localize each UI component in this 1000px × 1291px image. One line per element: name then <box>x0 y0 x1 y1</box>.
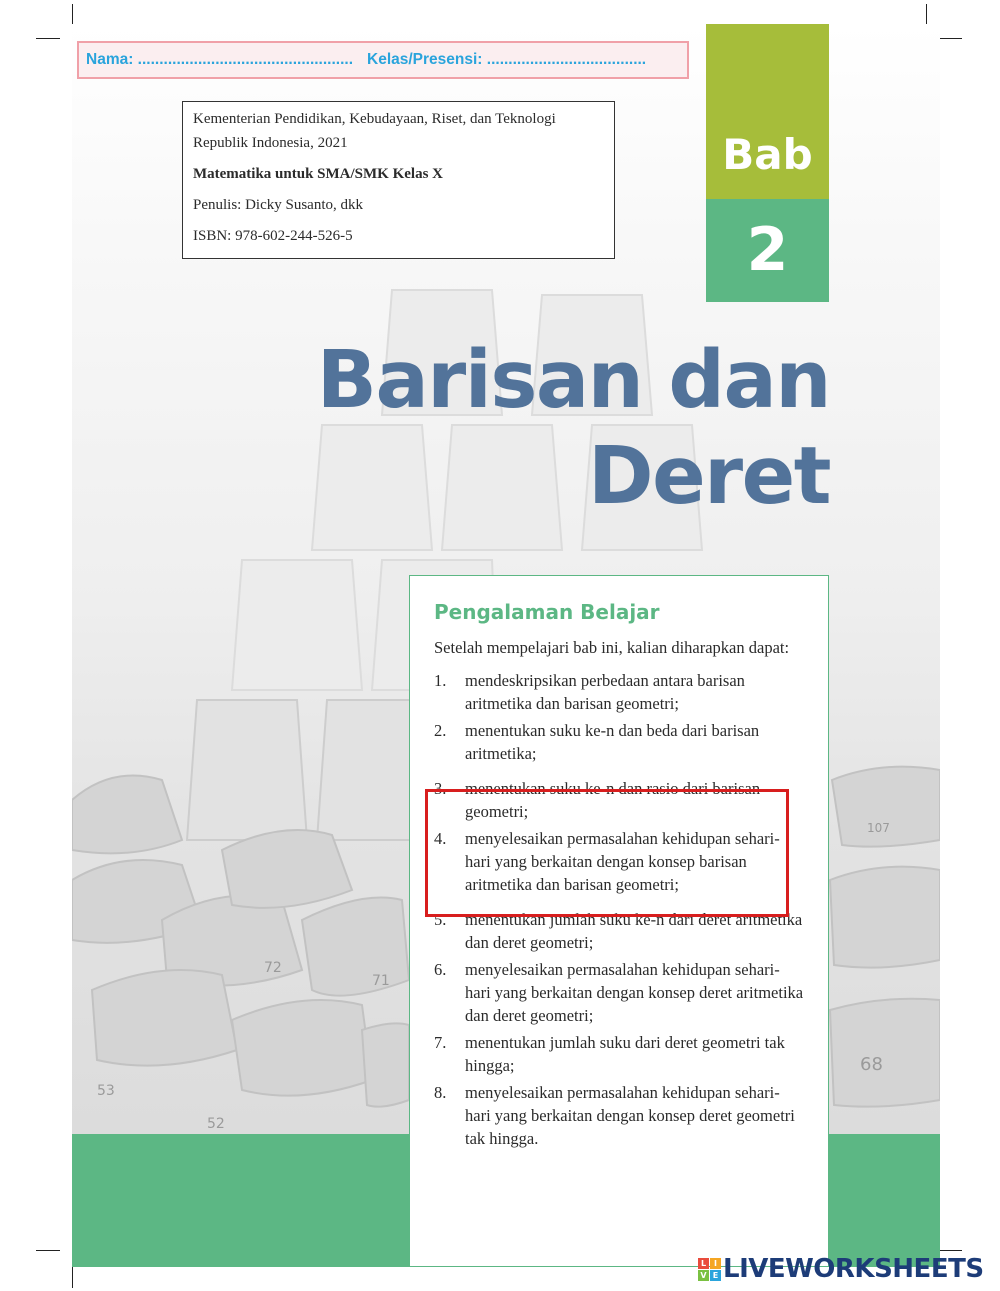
chapter-number: 2 <box>706 199 829 302</box>
seat-number-107: 107 <box>867 821 890 835</box>
highlight-box <box>425 789 789 917</box>
seat-number-68: 68 <box>860 1054 883 1075</box>
student-name-field[interactable] <box>77 41 689 79</box>
seat-number-71: 71 <box>372 973 390 989</box>
author: Penulis: Dicky Susanto, dkk <box>193 197 364 213</box>
list-item: 8. menyelesaikan permasalahan kehidupan sehari-hari yang berkaitan dengan konsep deret geometri tak hingga. <box>434 1083 795 1148</box>
list-item: 5. menentukan jumlah suku ke-n dari deret aritmetika dan deret geometri; <box>434 910 803 952</box>
list-item: 2. menentukan suku ke-n dan beda dari barisan aritmetika; <box>434 721 760 763</box>
publisher-line-2: Republik Indonesia, 2021 <box>193 135 348 151</box>
publication-info-box <box>182 101 615 259</box>
seat-number-53: 53 <box>97 1083 115 1099</box>
kelas-presensi-label: Kelas/Presensi: ..................................... <box>367 51 647 68</box>
crop-mark <box>940 1250 962 1251</box>
learning-intro: Setelah mempelajari bab ini, kalian diharapkan dapat: <box>434 638 790 657</box>
chapter-title <box>300 332 830 524</box>
list-item: 3. menentukan suku ke-n dan rasio dari barisan geometri; <box>434 779 761 821</box>
liveworksheets-mark-icon: L I V E <box>698 1258 721 1281</box>
liveworksheets-logo <box>698 1254 984 1284</box>
list-item: 6. menyelesaikan permasalahan kehidupan sehari-hari yang berkaitan dengan konsep deret aritmetika dan deret geometri; <box>434 960 804 1025</box>
crop-mark <box>36 1250 60 1251</box>
seat-number-72: 72 <box>264 960 282 976</box>
isbn: ISBN: 978-602-244-526-5 <box>193 228 353 244</box>
list-item: 7. menentukan jumlah suku dari deret geometri tak hingga; <box>434 1033 785 1075</box>
learning-heading: Pengalaman Belajar <box>434 600 660 624</box>
publisher-line-1: Kementerian Pendidikan, Kebudayaan, Riset, dan Teknologi <box>193 111 556 127</box>
crop-mark <box>72 4 73 26</box>
chapter-title-line-1: Barisan dan <box>316 334 830 426</box>
chapter-label: Bab <box>706 24 829 199</box>
crop-mark <box>72 1266 73 1288</box>
crop-mark <box>36 38 60 39</box>
liveworksheets-brand: LIVEWORKSHEETS <box>723 1254 984 1284</box>
book-title: Matematika untuk SMA/SMK Kelas X <box>193 166 444 182</box>
learning-objectives-box <box>409 575 829 1267</box>
seat-number-52: 52 <box>207 1116 225 1132</box>
chapter-title-line-2: Deret <box>588 430 830 522</box>
list-item: 4. menyelesaikan permasalahan kehidupan sehari-hari yang berkaitan dengan konsep barisan aritmetika dan barisan geometri; <box>434 829 780 894</box>
crop-mark <box>940 38 962 39</box>
nama-label: Nama: .................................................. <box>86 51 354 68</box>
crop-mark <box>926 4 927 26</box>
list-item: 1. mendeskripsikan perbedaan antara barisan aritmetika dan barisan geometri; <box>434 671 745 713</box>
